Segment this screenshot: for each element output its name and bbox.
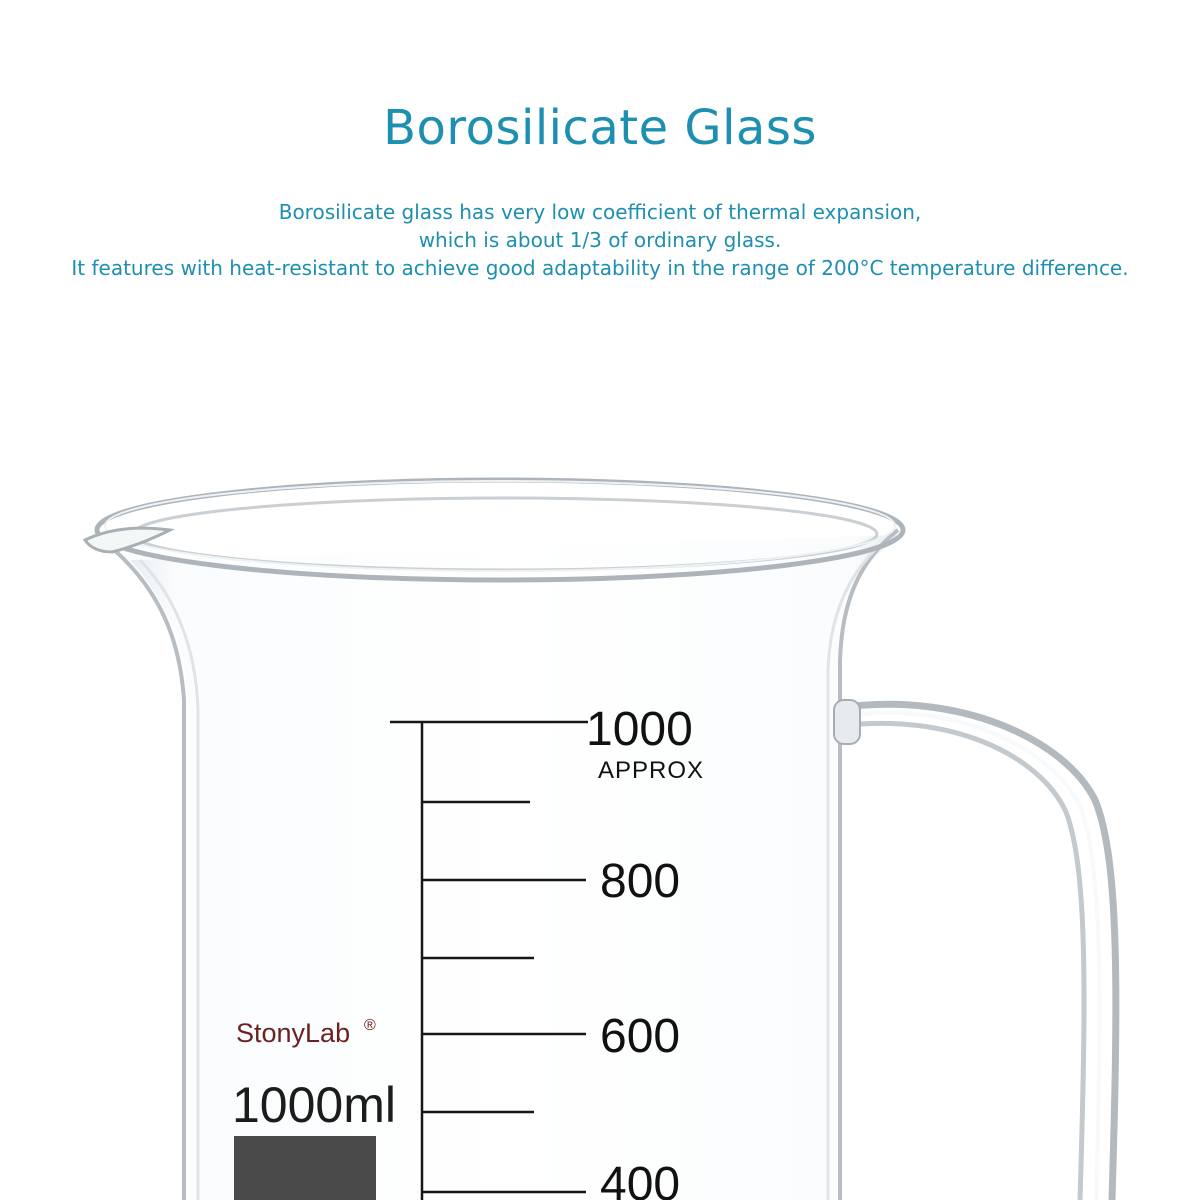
graduation-label-400: 400	[600, 1158, 681, 1200]
beaker-handle-joint	[834, 700, 860, 744]
beaker-handle-highlight	[845, 713, 1100, 1200]
description-line-2: which is about 1/3 of ordinary glass.	[418, 228, 782, 252]
beaker-handle-inner	[840, 723, 1084, 1200]
writing-patch	[234, 1136, 376, 1200]
graduation-label-600: 600	[600, 1010, 681, 1063]
description-line-3: It features with heat-resistant to achieve good adaptability in the range of 200°C temperature difference.	[71, 256, 1129, 280]
graduation-label-800: 800	[600, 855, 681, 908]
beaker-left-wall	[112, 548, 184, 1200]
graduation-label-approx: APPROX	[598, 757, 705, 784]
page-title: Borosilicate Glass	[383, 100, 817, 156]
graduation-label-1000: 1000	[586, 703, 693, 756]
beaker-handle-outer	[838, 704, 1116, 1200]
capacity-label: 1000ml	[232, 1077, 396, 1133]
beaker-right-wall	[840, 530, 898, 1200]
registered-mark: ®	[364, 1017, 376, 1034]
brand-name: StonyLab	[236, 1018, 351, 1048]
description-line-1: Borosilicate glass has very low coefficient of thermal expansion,	[278, 200, 922, 224]
